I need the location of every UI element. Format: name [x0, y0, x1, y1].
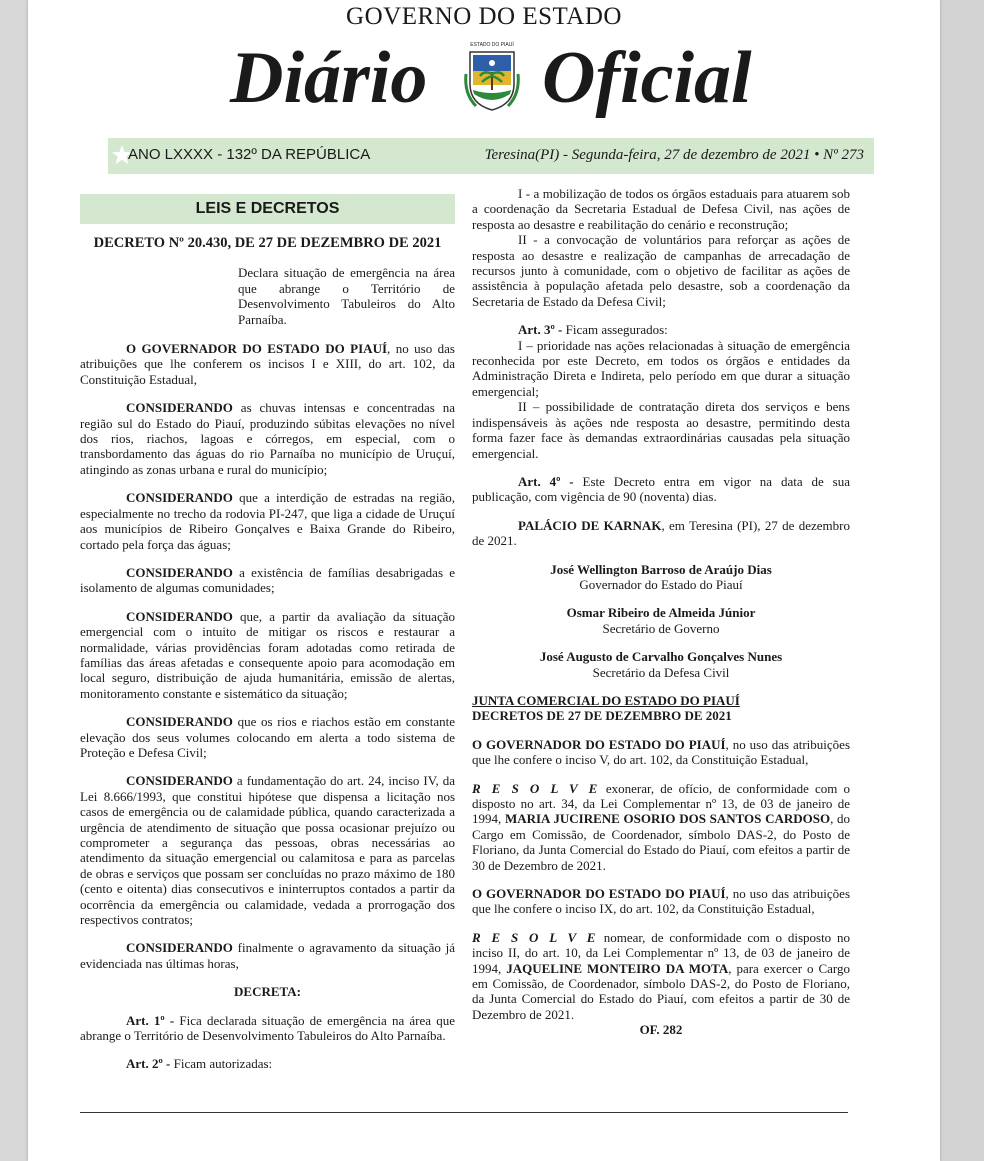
crest-text: ESTADO DO PIAUÍ: [470, 42, 514, 48]
signature-role: Governador do Estado do Piauí: [579, 576, 743, 592]
article-3-inciso-2: II – possibilidade de contratação direta dos serviços e bens indispensáveis às ações nde resposta ao desastre, permitindo desta forma fazer face às demandas extraordinárias causadas pela situação emergencial.: [472, 399, 850, 461]
considerando-4: [80, 609, 455, 701]
article-label: Art. 2º -: [126, 1056, 171, 1072]
palacio-line: [472, 518, 850, 549]
viewer-margin-left: [0, 0, 28, 1161]
masthead: [28, 38, 940, 118]
preamble-text: , no uso das atribuições que lhe conferem os incisos I e XIII, do art. 102, da Constituição Estadual,: [80, 341, 455, 387]
considerando-text: que a interdição de estradas na região, especialmente no trecho da rodovia PI-247, que liga a cidade de Uruçuí aos municípios de Ribeiro Gonçalves e Baixa Grande do Ribeiro, cortado pela força das águas;: [80, 490, 455, 552]
signature-role: Secretário de Governo: [602, 620, 720, 636]
decree-title: DECRETO Nº 20.430, DE 27 DE DEZEMBRO DE 2021: [93, 235, 442, 251]
resolve-2: [472, 930, 850, 1022]
governor-bold: O GOVERNADOR DO ESTADO DO PIAUÍ: [472, 736, 726, 752]
ementa: Declara situação de emergência na área que abrange o Território de Desenvolvimento Tabuleiros do Alto Parnaíba.: [238, 265, 455, 327]
considerando-text: que os rios e riachos estão em constante elevação dos seus volumes colocando em alerta a todo sistema de Proteção e Defesa Civil;: [80, 714, 455, 760]
decreta-heading: [80, 984, 455, 999]
section-heading: LEIS E DECRETOS: [80, 194, 455, 224]
article-4: [472, 474, 850, 505]
resolve-label: R E S O L V E: [472, 929, 598, 945]
palacio-bold: PALÁCIO DE KARNAK: [518, 517, 662, 533]
resolve-label: R E S O L V E: [472, 780, 600, 796]
considerando-label: CONSIDERANDO: [126, 608, 233, 624]
resolve-text: , para exercer o Cargo em Comissão, de Coordenador, símbolo DAS-2, do Posto de Floriano, da Junta Comercial do Estado do Piauí, com efeitos a partir de 30 de Dezembro de 2021.: [472, 960, 851, 1022]
person-name: JAQUELINE MONTEIRO DA MOTA: [506, 960, 729, 976]
of-number: OF. 282: [639, 1022, 683, 1038]
considerando-label: CONSIDERANDO: [126, 400, 233, 416]
right-column: [472, 186, 850, 1038]
considerando-text: a existência de famílias desabrigadas e isolamento de algumas comunidades;: [80, 564, 455, 596]
article-label: Art. 3º -: [518, 322, 563, 338]
considerando-7: [80, 940, 455, 971]
article-3-inciso-1: I – prioridade nas ações relacionadas à situação de emergência reconhecida por este Decreto, em todos os órgãos e entidades da Administração Direta e Indireta, pelo período em que durar a situação emergencial;: [472, 337, 850, 399]
masthead-title-left: Diário: [230, 37, 428, 119]
considerando-text: finalmente o agravamento da situação já evidenciada nas últimas horas,: [80, 940, 455, 971]
considerando-text: a fundamentação do art. 24, inciso IV, da Lei 8.666/1993, que constitui hipótese que dispensa a licitação nos casos de emergência ou de calamidade pública, quando caracterizada a urgência de atendimento de situação que possa ocasionar prejuízo ou comprometer a segurança das pessoas, obras necessárias ao atendimento da situação emergencial ou calamitosa e para as parcelas de obras e serviços que possam ser concluídas no prazo máximo de 180 (cento e oitenta) dias consecutivos e ininterruptos contados a partir da ocorrência da emergência ou calamidade, vedada a prorrogação dos respectivos contratos;: [80, 773, 455, 928]
considerando-text: as chuvas intensas e concentradas na região sul do Estado do Piauí, produzindo súbitas elevações no nível dos rios, riachos, lagoas e córregos, em especial, com o transbordamento das águas do rio Parnaíba no município de Uruçuí, atingindo as zonas urbana e rural do município;: [80, 400, 455, 477]
masthead-title-right: Oficial: [542, 37, 752, 119]
governor-preamble-2: [472, 886, 850, 917]
article-2: [80, 1056, 455, 1071]
considerando-6: [80, 773, 455, 927]
signature-name: José Wellington Barroso de Araújo Dias: [550, 561, 772, 577]
inciso-2: II - a convocação de voluntários para reforçar as ações de resposta ao desastre e realização de campanhas de arrecadação de recursos junto à comunidade, com o objetivo de facilitar as ações de assistência à população afetada pelo desastre, sob a coordenação da Secretaria de Estado da Defesa Civil;: [472, 232, 850, 309]
state-crest-icon: [462, 44, 522, 114]
edition-label: ANO LXXXX - 132º DA REPÚBLICA: [128, 146, 371, 163]
article-3: [472, 322, 850, 337]
decretos-heading: DECRETOS DE 27 DE DEZEMBRO DE 2021: [472, 708, 732, 724]
governor-preamble-1: [472, 737, 850, 768]
considerando-label: CONSIDERANDO: [126, 773, 233, 789]
considerando-label: CONSIDERANDO: [126, 714, 233, 730]
preamble-bold: O GOVERNADOR DO ESTADO DO PIAUÍ: [126, 341, 388, 357]
preamble: [80, 341, 455, 387]
governor-bold: O GOVERNADOR DO ESTADO DO PIAUÍ: [472, 886, 726, 902]
inciso-1: I - a mobilização de todos os órgãos estaduais para atuarem sob a coordenação da Secretaria Estadual de Defesa Civil, nas ações de resposta ao desastre e reabilitação do cenário e reconstrução;: [472, 186, 850, 232]
article-text: Ficam assegurados:: [562, 322, 668, 338]
considerando-2: [80, 490, 455, 552]
left-column: [80, 194, 455, 1072]
resolve-text: , do Cargo em Comissão, de Coordenador, símbolo DAS-2, do Posto de Floriano, da Junta Comercial do Estado do Piauí, com efeitos a partir de 30 de Dezembro de 2021.: [472, 811, 851, 873]
governor-text: , no uso das atribuições que lhe confere o inciso IX, do art. 102, da Constituição Estadual,: [472, 886, 851, 917]
resolve-text: exonerar, de ofício, de conformidade com o disposto no art. 34, da Lei Complementar nº 13, de 03 de janeiro de 1994,: [472, 780, 850, 827]
junta-heading: JUNTA COMERCIAL DO ESTADO DO PIAUÍ: [472, 692, 740, 708]
resolve-text: nomear, de conformidade com o disposto no inciso II, do art. 10, da Lei Complementar nº 13, de 03 de janeiro de 1994,: [472, 929, 850, 976]
decreta-label: DECRETA:: [234, 984, 301, 1000]
palacio-text: , em Teresina (PI), 27 de dezembro de 2021.: [472, 517, 850, 549]
signature-role: Secretário da Defesa Civil: [592, 664, 730, 680]
article-1: [80, 1013, 455, 1044]
article-label: Art. 4º -: [518, 473, 574, 489]
article-label: Art. 1º -: [126, 1012, 175, 1028]
article-text: Este Decreto entra em vigor na data de sua publicação, com vigência de 90 (noventa) dias.: [472, 473, 850, 505]
considerando-text: que, a partir da avaliação da situação emergencial com o intuito de mitigar os riscos e restaurar a normalidade, várias providências foram adotadas como retirada de famílias das áreas afetadas e consequente apoio para acomodação em local seguro, distribuição de ajuda humanitária, emissão de alertas, monitoramento constante e sistemático da situação;: [80, 608, 455, 701]
resolve-1: [472, 781, 850, 873]
government-heading: GOVERNO DO ESTADO: [346, 3, 622, 30]
signature-name: José Augusto de Carvalho Gonçalves Nunes: [539, 649, 783, 665]
signature-name: Osmar Ribeiro de Almeida Júnior: [566, 605, 756, 621]
footer-rule: [80, 1112, 848, 1113]
considerando-1: [80, 400, 455, 477]
governor-text: , no uso das atribuições que lhe confere o inciso V, do art. 102, da Constituição Estadual,: [472, 736, 851, 768]
considerando-label: CONSIDERANDO: [126, 490, 233, 506]
dateline: Teresina(PI) - Segunda-feira, 27 de dezembro de 2021 • Nº 273: [484, 147, 864, 163]
considerando-label: CONSIDERANDO: [126, 564, 233, 580]
considerando-3: [80, 565, 455, 596]
considerando-5: [80, 714, 455, 760]
considerando-label: CONSIDERANDO: [126, 940, 233, 956]
viewer-margin-right: [940, 0, 984, 1161]
article-text: Fica declarada situação de emergência na área que abrange o Território de Desenvolvimento Tabuleiros do Alto Parnaíba.: [80, 1012, 456, 1044]
article-text: Ficam autorizadas:: [170, 1056, 273, 1072]
person-name: MARIA JUCIRENE OSORIO DOS SANTOS CARDOSO: [504, 811, 831, 827]
edition-band: [108, 138, 874, 174]
